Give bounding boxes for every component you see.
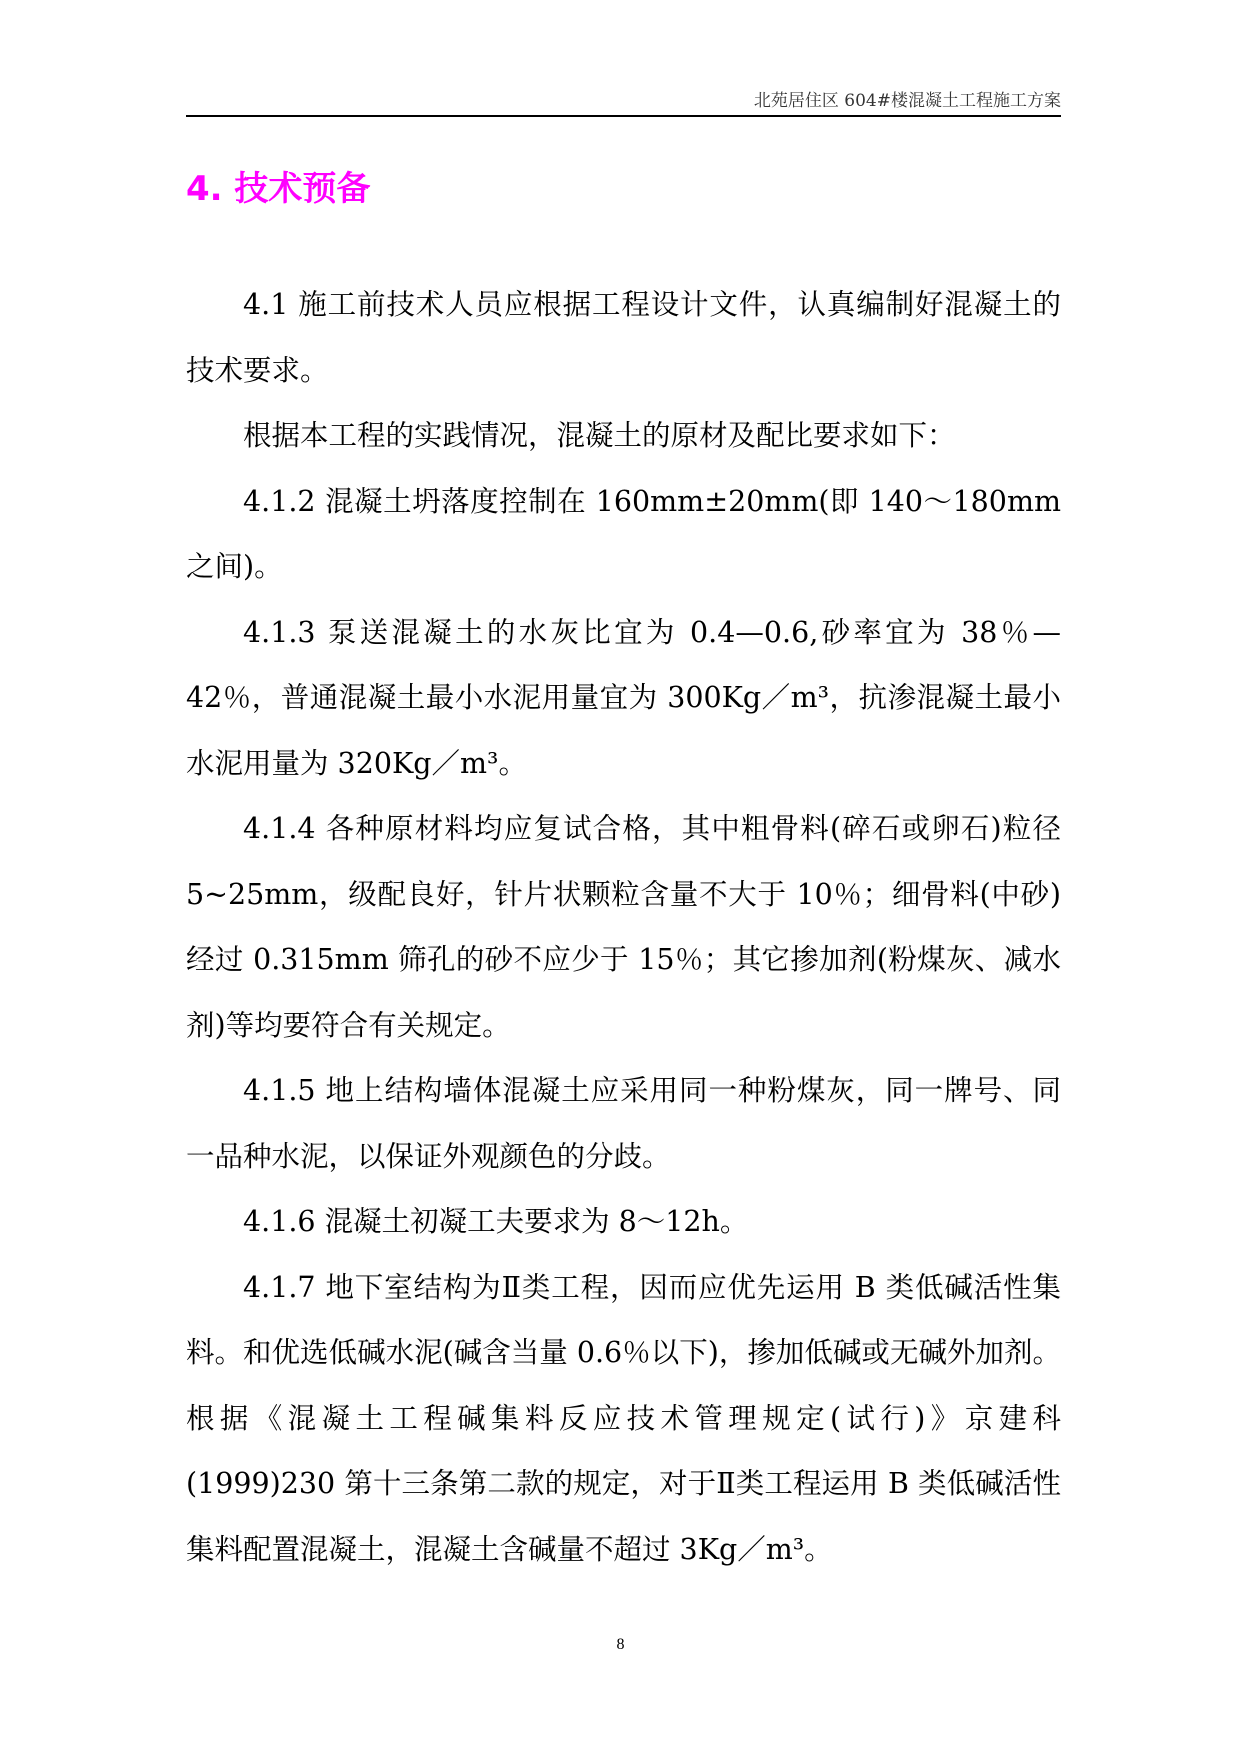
paragraph-4-1-3: 4.1.3 泵送混凝土的水灰比宜为 0.4—0.6,砂率宜为 38％—42％，普通混凝土最小水泥用量宜为 300Kg／m³，抗渗混凝土最小水泥用量为 320Kg／m³。 [186,615,1061,780]
paragraph-4-1: 4.1 施工前技术人员应根据工程设计文件，认真编制好混凝土的技术要求。 [186,288,1061,387]
paragraph-4-1-4: 4.1.4 各种原材料均应复试合格，其中粗骨料(碎石或卵石)粒径 5~25mm，级配良好，针片状颗粒含量不大于 10％；细骨料(中砂)经过 0.315mm 筛孔的砂不应少于 15％；其它掺加剂(粉煤灰、减水剂)等均要符合有关规定。 [186,812,1062,1042]
body-text [186,272,1061,1582]
paragraph-4-1-6: 4.1.6 混凝土初凝工夫要求为 8～12h。 [243,1205,749,1238]
page-number: 8 [616,1636,625,1653]
section-heading: 4. 技术预备 [186,169,371,209]
running-header: 北苑居住区 604#楼混凝土工程施工方案 [753,91,1061,111]
paragraph-4-1-2: 4.1.2 混凝土坍落度控制在 160mm±20mm(即 140～180mm 之间)。 [186,484,1061,583]
header-rule [186,115,1061,117]
paragraph-4-1-5: 4.1.5 地上结构墙体混凝土应采用同一种粉煤灰，同一牌号、同一品种水泥，以保证外观颜色的分歧。 [186,1074,1061,1173]
paragraph-4-1-7: 4.1.7 地下室结构为Ⅱ类工程，因而应优先运用 B 类低碱活性集料。和优选低碱水泥(碱含当量 0.6％以下)，掺加低碱或无碱外加剂。根据《混凝土工程碱集料反应技术管理规定(试行)》京建科(1999)230 第十三条第二款的规定，对于Ⅱ类工程运用 B 类低碱活性集料配置混凝土，混凝土含碱量不超过 3Kg／m³。 [186,1270,1061,1566]
paragraph-intro: 根据本工程的实践情况，混凝土的原材及配比要求如下： [243,419,956,452]
